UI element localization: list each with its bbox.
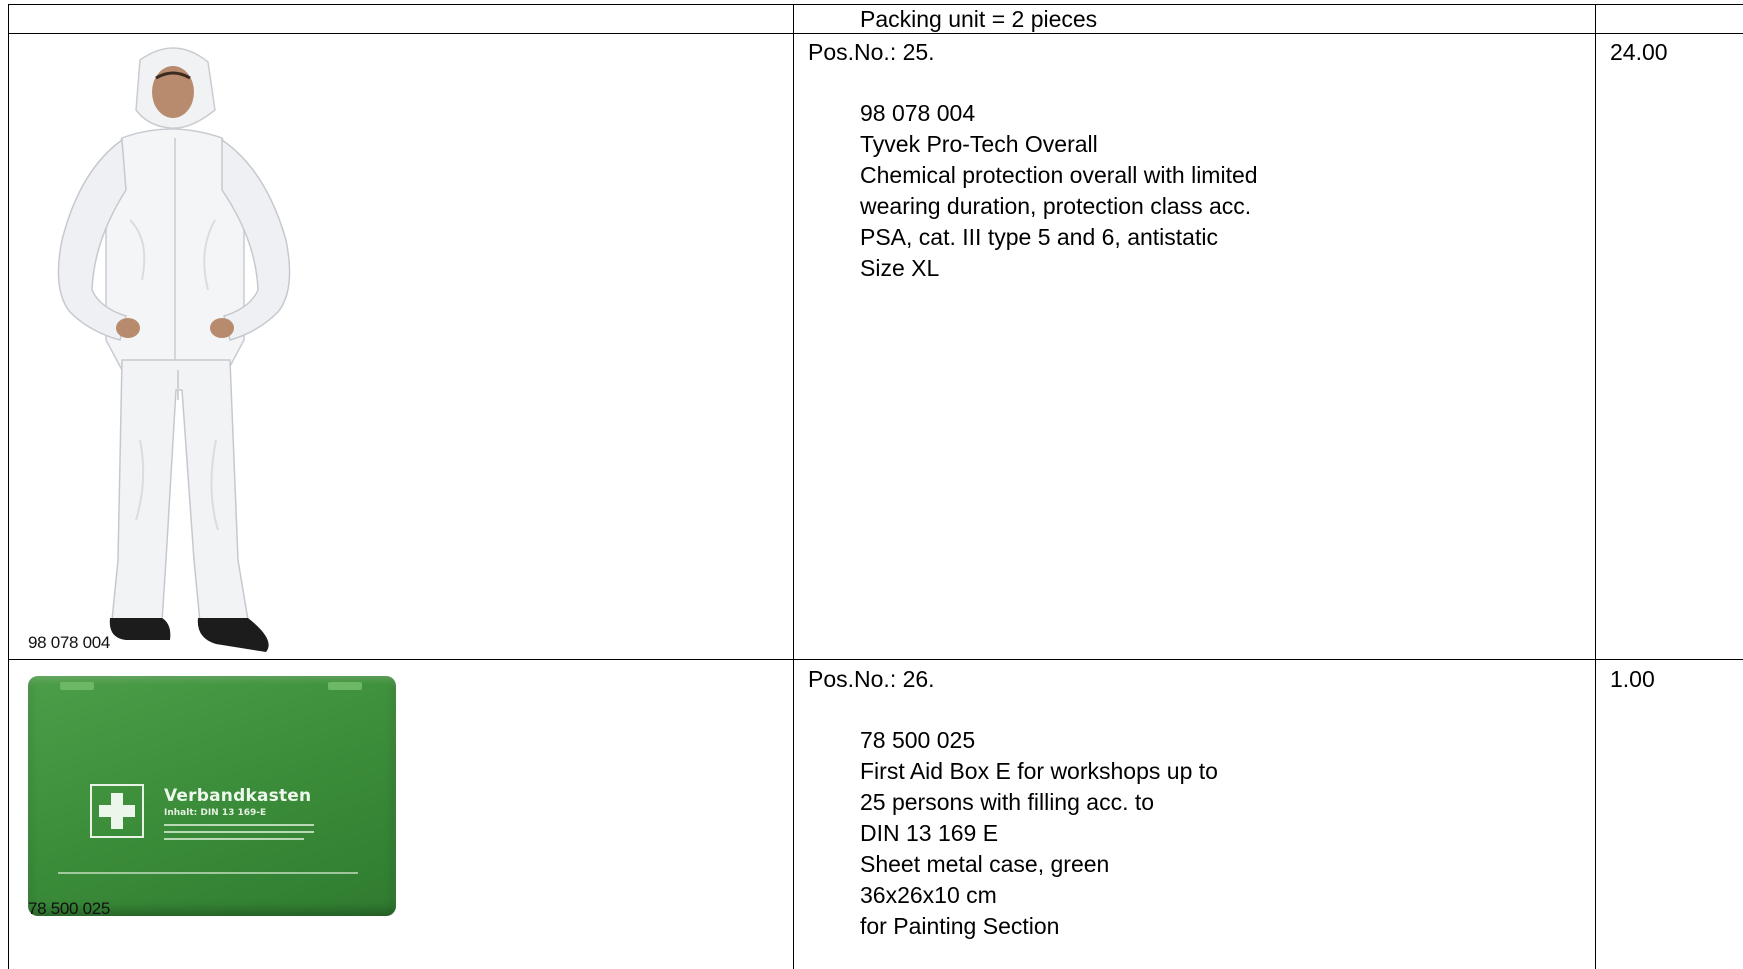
- packing-unit-text: Packing unit = 2 pieces: [860, 6, 1098, 32]
- position-number: Pos.No.: 25.: [808, 39, 935, 65]
- description-line: First Aid Box E for workshops up to: [860, 758, 1218, 784]
- description-line: wearing duration, protection class acc.: [860, 193, 1252, 219]
- box-label-title: Verbandkasten: [164, 786, 312, 806]
- article-number: 98 078 004: [860, 100, 976, 126]
- green-first-aid-box-icon: [28, 676, 396, 916]
- description-line: 36x26x10 cm: [860, 882, 997, 908]
- box-label-subtitle: Inhalt: DIN 13 169-E: [164, 808, 267, 818]
- article-number: 78 500 025: [860, 727, 976, 753]
- grid-line-col2: [1595, 4, 1596, 969]
- description-line: DIN 13 169 E: [860, 820, 999, 846]
- quantity-value: 24.00: [1610, 39, 1668, 65]
- cross-icon: [90, 784, 144, 838]
- description-line: Chemical protection overall with limited: [860, 162, 1258, 188]
- description-line: PSA, cat. III type 5 and 6, antistatic: [860, 224, 1218, 250]
- image-caption: 98 078 004: [28, 633, 111, 652]
- position-number: Pos.No.: 26.: [808, 666, 935, 692]
- image-caption: 78 500 025: [28, 899, 111, 918]
- item-description: [860, 725, 1218, 942]
- white-protective-overall-icon: [30, 40, 330, 660]
- description-line: Size XL: [860, 255, 940, 281]
- quantity-value: 1.00: [1610, 666, 1655, 692]
- description-line: Sheet metal case, green: [860, 851, 1110, 877]
- grid-line-left: [8, 4, 9, 969]
- description-line: Tyvek Pro-Tech Overall: [860, 131, 1098, 157]
- item-description: [860, 98, 1258, 284]
- grid-line-col1: [793, 4, 794, 969]
- description-line: 25 persons with filling acc. to: [860, 789, 1155, 815]
- description-line: for Painting Section: [860, 913, 1060, 939]
